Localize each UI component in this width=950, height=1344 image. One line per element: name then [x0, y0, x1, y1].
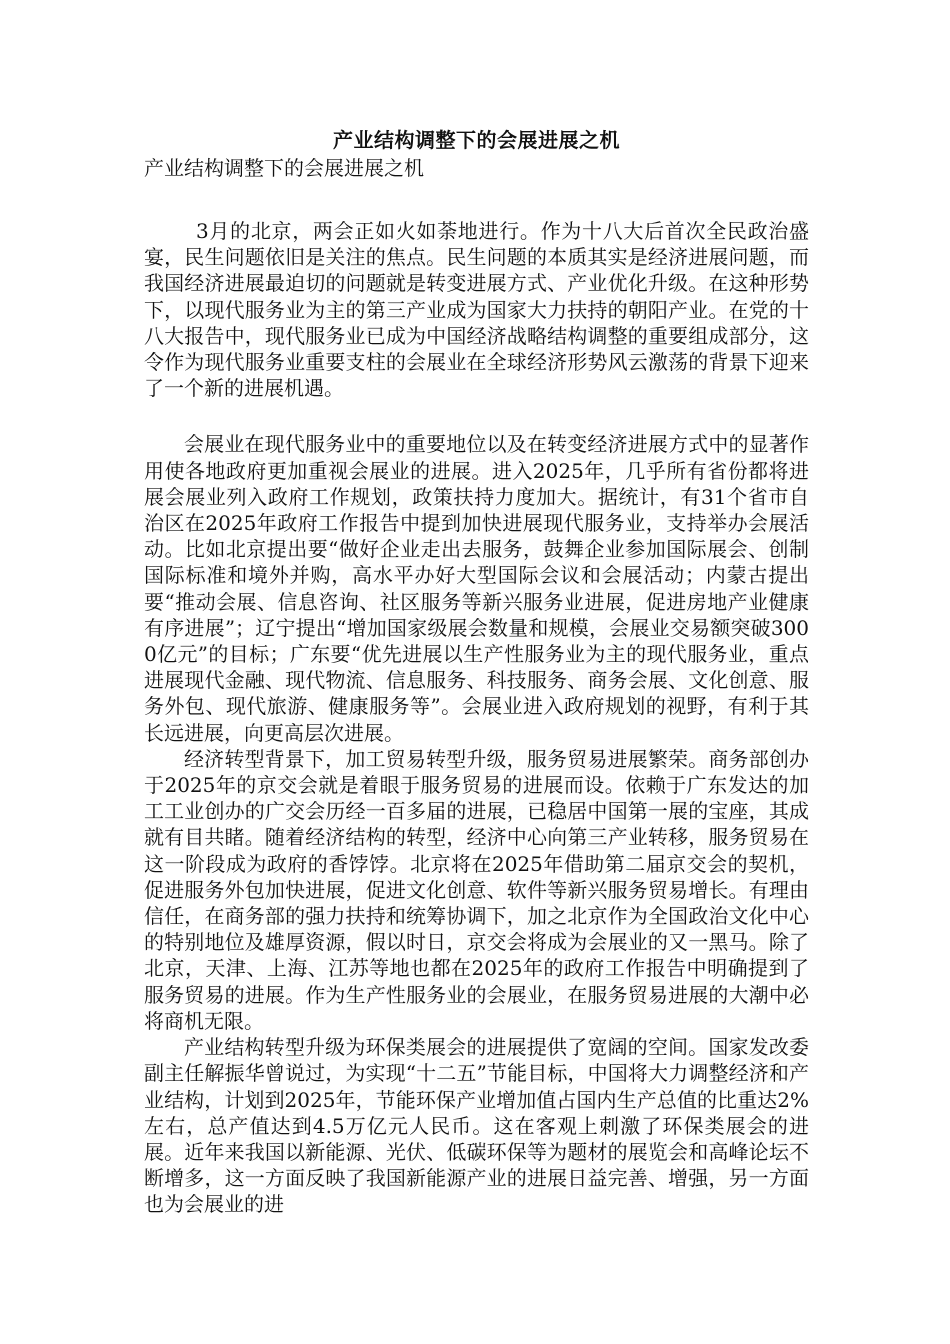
spacer [144, 401, 809, 431]
document-subtitle: 产业结构调整下的会展进展之机 [144, 156, 424, 180]
paragraph-1: 3月的北京，两会正如火如荼地进行。作为十八大后首次全民政治盛宴，民生问题依旧是关注的焦点。民生问题的本质其实是经济进展问题，而我国经济进展最迫切的问题就是转变进展方式、产业优化升级。在这种形势下，以现代服务业为主的第三产业成为国家大力扶持的朝阳产业。在党的十八大报告中，现代服务业已成为中国经济战略结构调整的重要组成部分，这令作为现代服务业重要支柱的会展业在全球经济形势风云激荡的背景下迎来了一个新的进展机遇。 [144, 219, 809, 401]
document-title: 产业结构调整下的会展进展之机 [333, 128, 620, 152]
paragraph-3: 经济转型背景下，加工贸易转型升级，服务贸易进展繁荣。商务部创办于2025年的京交会就是着眼于服务贸易的进展而设。依赖于广东发达的加工工业创办的广交会历经一百多届的进展，已稳居中国第一展的宝座，其成就有目共睹。随着经济结构的转型，经济中心向第三产业转移，服务贸易在这一阶段成为政府的香饽饽。北京将在2025年借助第二届京交会的契机，促进服务外包加快进展，促进文化创意、软件等新兴服务贸易增长。有理由信任，在商务部的强力扶持和统筹协调下，加之北京作为全国政治文化中心的特别地位及雄厚资源，假以时日，京交会将成为会展业的又一黑马。除了北京，天津、上海、江苏等地也都在2025年的政府工作报告中明确提到了服务贸易的进展。作为生产性服务业的会展业，在服务贸易进展的大潮中必将商机无限。 [144, 746, 809, 1033]
paragraph-2: 会展业在现代服务业中的重要地位以及在转变经济进展方式中的显著作用使各地政府更加重视会展业的进展。进入2025年，几乎所有省份都将进展会展业列入政府工作规划，政策扶持力度加大。据统计，有31个省市自治区在2025年政府工作报告中提到加快进展现代服务业，支持举办会展活动。比如北京提出要“做好企业走出去服务，鼓舞企业参加国际展会、创制国际标准和境外并购，高水平办好大型国际会议和会展活动；内蒙古提出要“推动会展、信息咨询、社区服务等新兴服务业进展，促进房地产业健康有序进展”；辽宁提出“增加国家级展会数量和规模，会展业交易额突破3000亿元”的目标；广东要“优先进展以生产性服务业为主的现代服务业，重点进展现代金融、现代物流、信息服务、科技服务、商务会展、文化创意、服务外包、现代旅游、健康服务等”。会展业进入政府规划的视野，有利于其长远进展，向更高层次进展。 [144, 432, 809, 745]
spacer [144, 182, 809, 218]
document-page [144, 118, 809, 1218]
paragraph-4: 产业结构转型升级为环保类展会的进展提供了宽阔的空间。国家发改委副主任解振华曾说过，为实现“十二五”节能目标，中国将大力调整经济和产业结构，计划到2025年，节能环保产业增加值占国内生产总值的比重达2%左右，总产值达到4.5万亿元人民币。这在客观上刺激了环保类展会的进展。近年来我国以新能源、光伏、低碳环保等为题材的展览会和高峰论坛不断增多，这一方面反映了我国新能源产业的进展日益完善、增强，另一方面也为会展业的进 [144, 1035, 809, 1217]
